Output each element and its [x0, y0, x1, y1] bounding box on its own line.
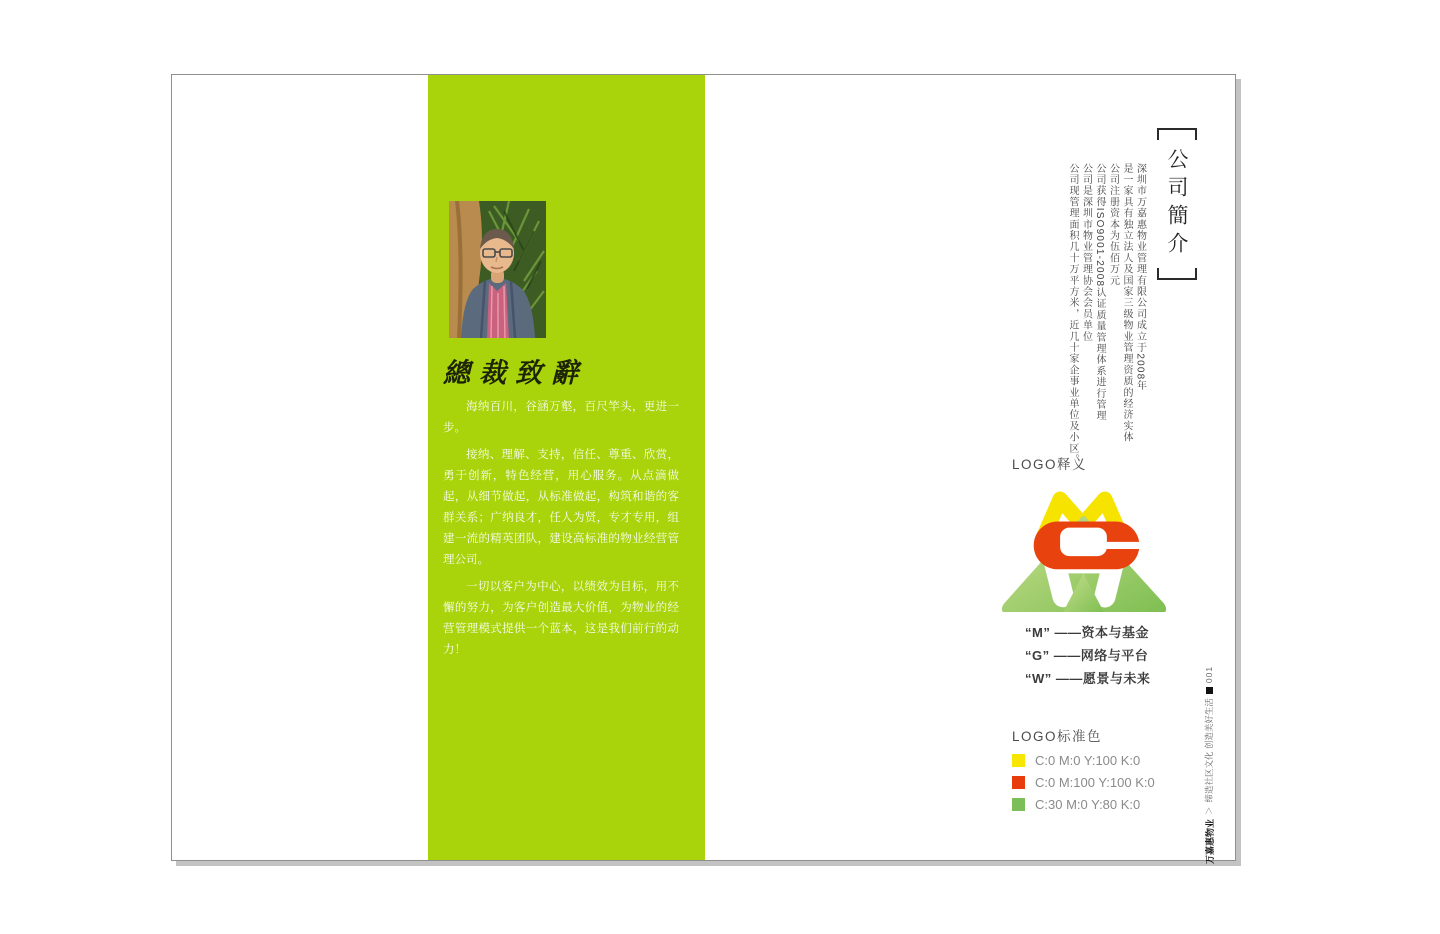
- logo-color-row: [1012, 793, 1155, 815]
- logo-meaning-heading: LOGO释义: [1012, 457, 1088, 472]
- logo-color-row: [1012, 749, 1155, 771]
- brochure-spread: [171, 74, 1236, 864]
- intro-column: 公司获得ISO9001-2008认证质量管理体系进行管理: [1094, 163, 1105, 422]
- green-swatch-icon: [1012, 798, 1025, 811]
- green-band: [428, 75, 705, 860]
- intro-column: 公司是深圳市物业管理协会会员单位: [1080, 163, 1092, 343]
- mgw-logo-icon: [1000, 488, 1168, 612]
- speech-body: [443, 397, 679, 667]
- speech-paragraph: 一切以客户为中心，以绩效为目标，用不懈的努力，为客户创造最大价值，为物业的经营管理模式提供一个蓝本，这是我们前行的动力！: [443, 581, 679, 656]
- speech-paragraph: 接纳、理解、支持，信任、尊重、欣赏，勇于创新，特色经营，用心服务。从点滴做起，从细节做起，从标准做起，构筑和谐的客群关系；广纳良才，任人为贤，专才专用，组建一流的精英团队，建设高标准的物业经营管理公司。: [443, 449, 679, 566]
- president-photo: [449, 201, 546, 338]
- logo-color-label: C:30 M:0 Y:80 K:0: [1035, 796, 1141, 812]
- logo-meaning-list: [1025, 621, 1150, 690]
- logo-colors-heading: LOGO标准色: [1012, 729, 1103, 744]
- logo-meaning-item: “W” ——愿景与未来: [1025, 671, 1151, 686]
- yellow-swatch-icon: [1012, 754, 1025, 767]
- bullet-square-icon: [1206, 687, 1213, 694]
- page-right: [705, 75, 1235, 864]
- logo-color-list: [1012, 749, 1155, 815]
- bracket-top-icon: [1157, 128, 1197, 140]
- page-number: 001: [1204, 665, 1214, 684]
- footer-slogan: 缔造社区文化 创造美好生活: [1204, 698, 1214, 803]
- logo-color-label: C:0 M:100 Y:100 K:0: [1035, 774, 1155, 790]
- company-intro-text: [1064, 163, 1149, 475]
- president-photo-image: [449, 201, 546, 338]
- footer-caption: [1203, 665, 1215, 864]
- page-left: [172, 75, 705, 860]
- intro-column: 是一家具有独立法人及国家三级物业管理资质的经济实体: [1121, 163, 1132, 443]
- red-swatch-icon: [1012, 776, 1025, 789]
- footer-brand: 万嘉惠物业: [1204, 818, 1215, 864]
- footer-separator: ＞: [1204, 806, 1214, 815]
- intro-column: 公司注册资本为伍佰万元: [1107, 163, 1119, 287]
- company-logo-icon: [1000, 488, 1168, 612]
- logo-color-label: C:0 M:0 Y:100 K:0: [1035, 752, 1141, 768]
- logo-meaning-item: “G” ——网络与平台: [1025, 648, 1149, 663]
- company-intro-title-box: [1157, 128, 1197, 280]
- logo-meaning-item: “M” ——资本与基金: [1025, 625, 1149, 640]
- speech-paragraph: 海纳百川，谷涵万壑，百尺竿头，更进一步。: [443, 401, 679, 434]
- intro-column: 公司现管理面积几十万平方米，近几十家企事业单位及小区。: [1067, 163, 1078, 466]
- speech-title: 總裁致辭: [443, 358, 587, 389]
- bracket-bottom-icon: [1157, 268, 1197, 280]
- intro-column: 深圳市万嘉惠物业管理有限公司成立于2008年: [1134, 163, 1146, 392]
- company-intro-title: 公司簡介: [1165, 148, 1189, 260]
- logo-color-row: [1012, 771, 1155, 793]
